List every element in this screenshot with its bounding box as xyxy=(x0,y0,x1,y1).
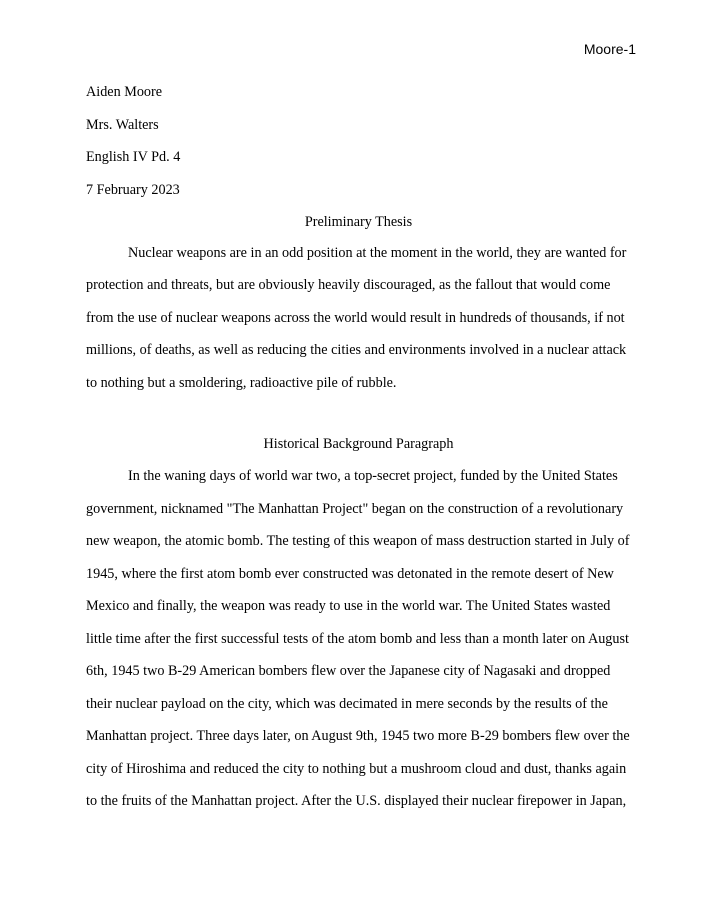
author-name: Aiden Moore xyxy=(86,84,163,100)
background-paragraph: In the waning days of world war two, a top-secret project, funded by the United States government, nicknamed "The Manhattan Project" began on the construction of a revolutionary new weapon, the atomic bomb. The testing of this weapon of mass destruction started in July of 1945, where the first atom bomb ever constructed was detonated in the remote desert of New Mexico and finally, the weapon was ready to use in the world war. The United States wasted little time after the first successful tests of the atom bomb and less than a month later on August 6th, 1945 two B-29 American bombers flew over the Japanese city of Nagasaki and dropped their nuclear payload on the city, which was decimated in mere seconds by the results of the Manhattan project. Three days later, on August 9th, 1945 two more B-29 bombers flew over the city of Hiroshima and reduced the city to nothing but a mushroom cloud and dust, thanks again to the fruits of the Manhattan project. After the U.S. displayed their nuclear firepower in Japan, xyxy=(86,468,630,809)
thesis-title: Preliminary Thesis xyxy=(304,214,413,230)
thesis-paragraph: Nuclear weapons are in an odd position at the moment in the world, they are wanted for protection and threats, but are obviously heavily discouraged, as the fallout that would come from the use of nuclear weapons across the world would result in hundreds of thousands, if not millions, of deaths, as well as reducing the cities and environments involved in a nuclear attack to nothing but a smoldering, radioactive pile of rubble. xyxy=(86,244,627,391)
document-body xyxy=(86,82,631,818)
course-name: English IV Pd. 4 xyxy=(86,149,181,165)
teacher-name: Mrs. Walters xyxy=(86,116,159,133)
background-title: Historical Background Paragraph xyxy=(263,435,454,452)
page-header-label: Moore-1 xyxy=(583,41,636,57)
document-date: 7 February 2023 xyxy=(86,181,180,198)
